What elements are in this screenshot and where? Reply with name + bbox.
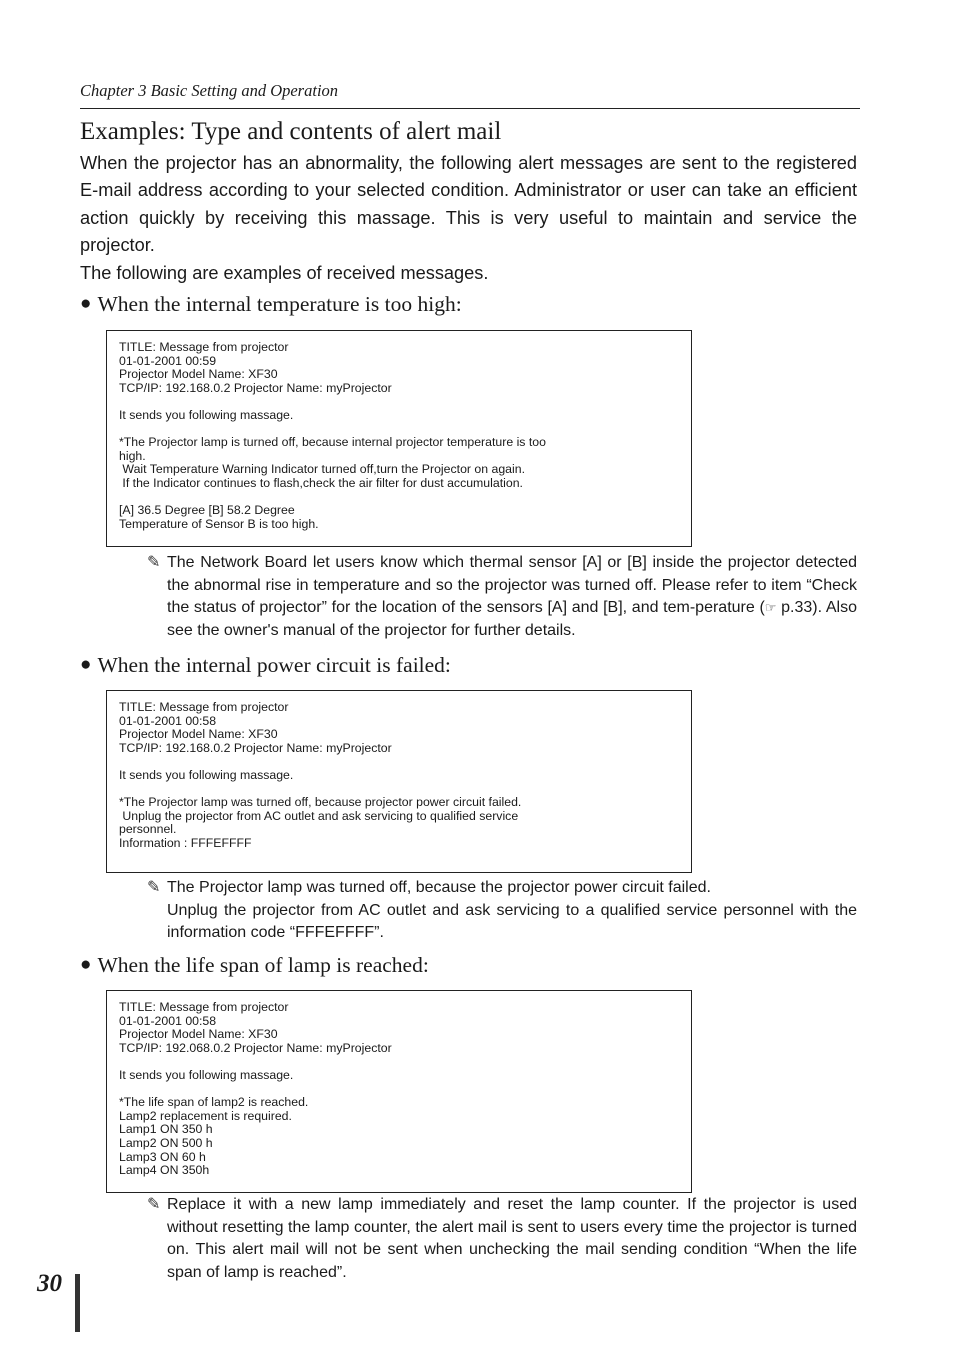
mail-line: TITLE: Message from projector xyxy=(119,700,289,714)
section-heading-label: When the life span of lamp is reached: xyxy=(97,953,429,977)
note-text xyxy=(167,552,857,643)
mail-line: Information : FFFEFFFF xyxy=(119,835,252,850)
mail-line: Projector Model Name: XF30 xyxy=(119,367,278,382)
bullet-icon: ● xyxy=(80,953,92,975)
mail-line xyxy=(119,1083,679,1097)
pencil-note-icon: ✎ xyxy=(147,1196,161,1213)
page-title: Examples: Type and contents of alert mail xyxy=(80,118,502,145)
mail-line: Unplug the projector from AC outlet and ask servicing to qualified service xyxy=(119,808,519,823)
note-text: Replace it with a new lamp immediately and reset the lamp counter. If the projector is used without resetting the lamp counter, the alert mail is sent to users every time the projector is turned on. This alert mail will not be sent when unchecking the mail sending condition “When the life span of lamp is reached”. xyxy=(167,1196,857,1282)
mail-line: It sends you following massage. xyxy=(119,767,294,782)
chapter-header: Chapter 3 Basic Setting and Operation xyxy=(80,81,339,100)
mail-line xyxy=(119,491,679,505)
pencil-note-icon: ✎ xyxy=(147,554,161,571)
mail-line: TCP/IP: 192.168.0.2 Projector Name: myProjector xyxy=(119,380,392,395)
mail-line: TCP/IP: 192.068.0.2 Projector Name: myProjector xyxy=(119,1040,392,1055)
mail-line: Temperature of Sensor B is too high. xyxy=(119,516,319,531)
note-line: The Projector lamp was turned off, because the projector power circuit failed. xyxy=(167,879,711,896)
bullet-icon: ● xyxy=(80,653,92,675)
bullet-icon: ● xyxy=(80,292,92,314)
mail-line: 01-01-2001 00:59 xyxy=(119,353,217,368)
mail-line: TCP/IP: 192.168.0.2 Projector Name: myProjector xyxy=(119,740,392,755)
note-text-part: p.33). Also see the owner's manual of the projector for further details. xyxy=(167,599,857,640)
section-heading-temperature xyxy=(80,292,462,317)
mail-line: *The Projector lamp is turned off, because internal projector temperature is too xyxy=(119,435,546,450)
mail-line: *The life span of lamp2 is reached. xyxy=(119,1095,309,1110)
mail-line: Projector Model Name: XF30 xyxy=(119,727,278,742)
mail-line: Lamp4 ON 350h xyxy=(119,1163,210,1178)
mail-line: Lamp2 ON 500 h xyxy=(119,1135,213,1150)
mail-line xyxy=(119,423,679,437)
mail-line xyxy=(119,395,679,409)
mail-line xyxy=(119,783,679,797)
note-text xyxy=(167,877,857,945)
mail-line: TITLE: Message from projector xyxy=(119,1000,289,1014)
mail-line: Wait Temperature Warning Indicator turned off,turn the Projector on again. xyxy=(119,462,526,477)
page-reference-icon: ☞ xyxy=(764,600,777,616)
mail-line: Lamp1 ON 350 h xyxy=(119,1122,213,1137)
intro-paragraph: When the projector has an abnormality, the following alert messages are sent to the registered E-mail address according to your selected condition. Administrator or user can take an efficient action quickly by receiving this massage. This is very useful to maintain and service the projector. xyxy=(80,153,857,255)
mail-line: It sends you following massage. xyxy=(119,407,294,422)
note-lamp-life xyxy=(147,1194,857,1285)
note-text-part: The Network Board let users know which thermal sensor [A] or [B] inside the projector detected the abnormal rise in temperature and so the projector was turned off. Please refer to item “Check the status of projector” for the location of the sensors [A] and [B], and tem-perature ( xyxy=(167,554,857,617)
mail-line: It sends you following massage. xyxy=(119,1067,294,1082)
note-temperature xyxy=(147,552,857,643)
mail-line: high. xyxy=(119,448,146,463)
page-number: 30 xyxy=(37,1270,62,1297)
mail-line: TITLE: Message from projector xyxy=(119,340,289,354)
note-line: Unplug the projector from AC outlet and ask servicing to a qualified service personnel with the information code “FFFEFFFF”. xyxy=(167,901,857,942)
mail-line: Lamp2 replacement is required. xyxy=(119,1108,292,1123)
note-power xyxy=(147,877,857,945)
mail-line: 01-01-2001 00:58 xyxy=(119,713,217,728)
mail-line: *The Projector lamp was turned off, because projector power circuit failed. xyxy=(119,795,522,810)
mail-line: Projector Model Name: XF30 xyxy=(119,1027,278,1042)
mail-line: personnel. xyxy=(119,822,177,837)
mail-line xyxy=(119,1055,679,1069)
mail-line: If the Indicator continues to flash,check the air filter for dust accumulation. xyxy=(119,475,523,490)
header-rule xyxy=(80,108,860,109)
mail-example-lamp-life xyxy=(106,990,692,1193)
mail-line: 01-01-2001 00:58 xyxy=(119,1013,217,1028)
mail-line xyxy=(119,755,679,769)
mail-example-temperature xyxy=(106,330,692,547)
mail-line: Lamp3 ON 60 h xyxy=(119,1149,206,1164)
section-heading-label: When the internal temperature is too high: xyxy=(97,292,462,316)
section-heading-label: When the internal power circuit is failed: xyxy=(97,653,451,677)
section-heading-lamp-life xyxy=(80,953,429,978)
intro-text xyxy=(80,150,857,287)
page-number-bar xyxy=(75,1274,80,1332)
section-heading-power xyxy=(80,653,451,678)
pencil-note-icon: ✎ xyxy=(147,879,161,896)
mail-line: [A] 36.5 Degree [B] 58.2 Degree xyxy=(119,503,295,518)
mail-example-power xyxy=(106,690,692,873)
intro-paragraph-2: The following are examples of received messages. xyxy=(80,263,489,284)
